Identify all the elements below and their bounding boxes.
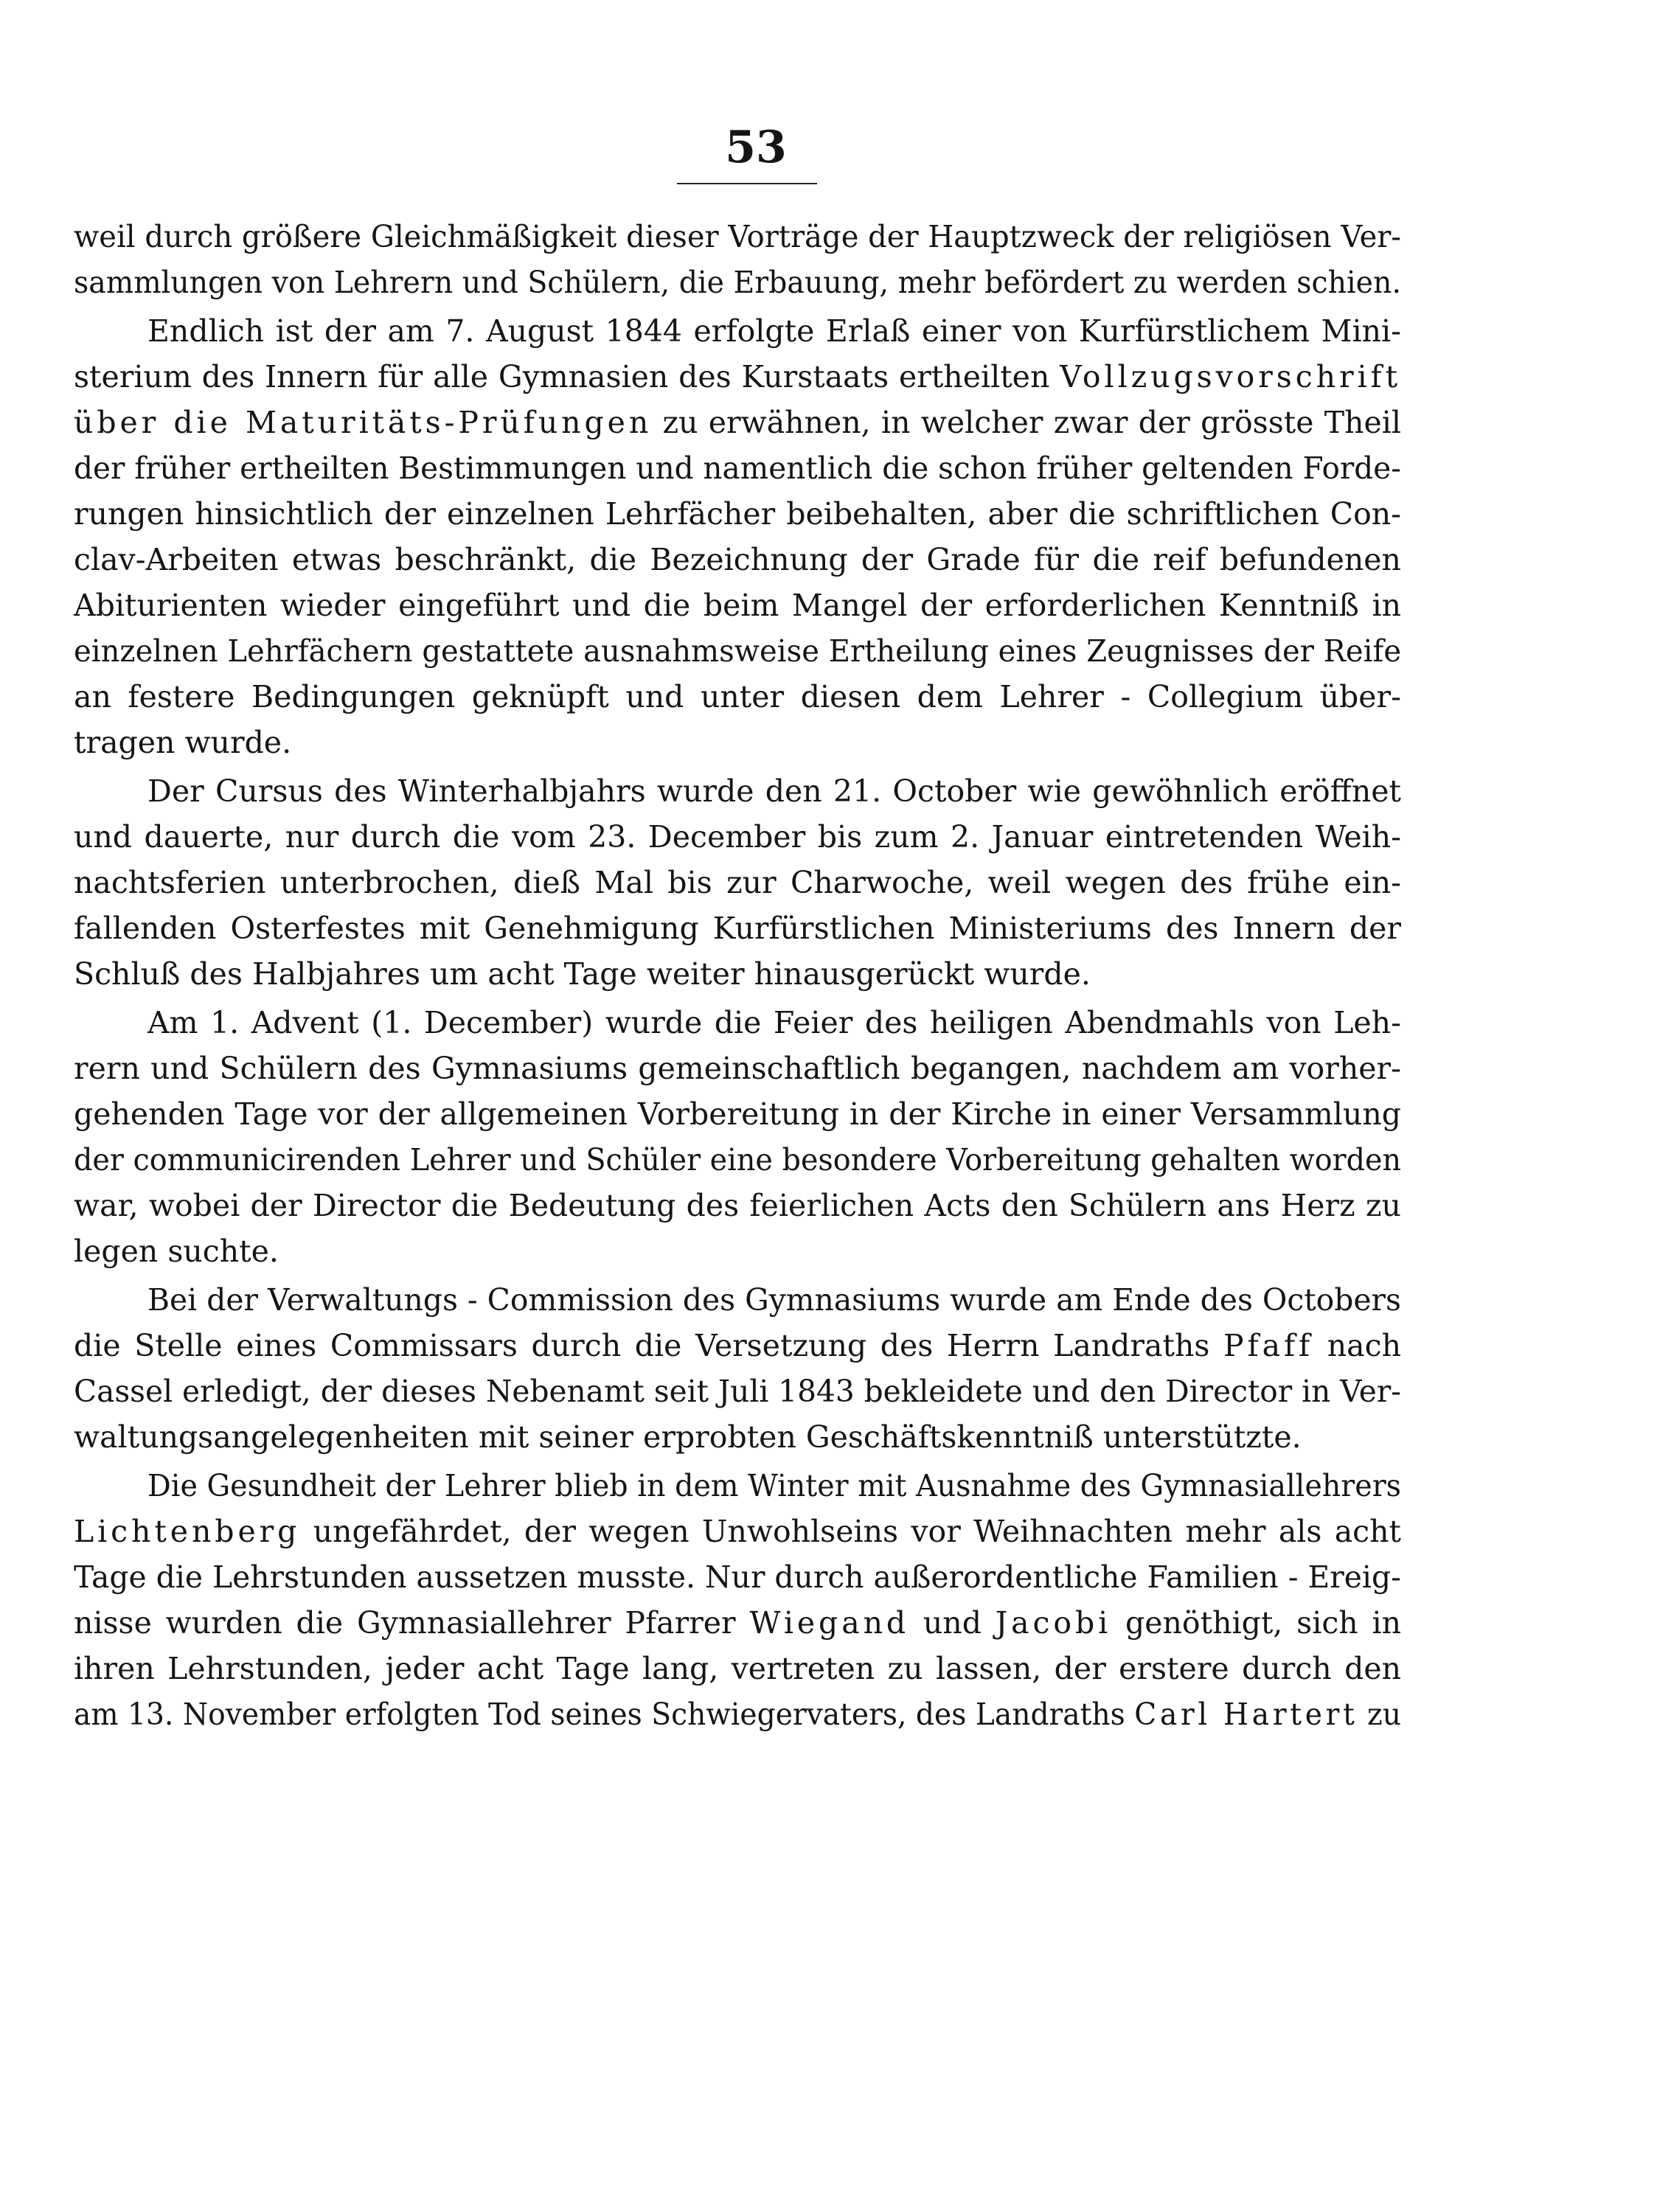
text-segment: rern und Schülern des Gymnasiums gemeinschaftlich begangen, nachdem am vorher- bbox=[74, 1051, 1401, 1086]
text-line-content bbox=[147, 1277, 1401, 1323]
text-segment: zu erwähnen, in welcher zwar der grösste Theil bbox=[652, 405, 1402, 440]
text-line bbox=[74, 445, 1401, 491]
page-number: 53 bbox=[725, 122, 787, 173]
text-line bbox=[74, 400, 1401, 445]
header-rule bbox=[677, 183, 817, 184]
text-segment: Schluß des Halbjahres um acht Tage weiter hinausgerückt wurde. bbox=[74, 956, 1091, 992]
text-line bbox=[74, 1046, 1401, 1091]
text-segment: nach bbox=[1313, 1328, 1401, 1363]
text-segment: Am 1. Advent (1. December) wurde die Feier des heiligen Abendmahls von Leh- bbox=[147, 1005, 1401, 1040]
text-line bbox=[74, 860, 1401, 905]
text-line bbox=[74, 951, 1401, 997]
text-line-content bbox=[74, 1183, 1401, 1228]
text-line-content bbox=[74, 354, 1401, 400]
text-segment: nisse wurden die Gymnasiallehrer Pfarrer bbox=[74, 1605, 750, 1641]
text-line-content bbox=[74, 1323, 1401, 1368]
text-segment: Bei der Verwaltungs - Commission des Gymnasiums wurde am Ende des Octobers bbox=[147, 1282, 1402, 1318]
text-line-content bbox=[74, 1137, 1401, 1183]
paragraph bbox=[74, 214, 1401, 305]
text-line-content bbox=[74, 1691, 1401, 1737]
text-segment: legen suchte. bbox=[74, 1234, 279, 1269]
text-segment: Cassel erledigt, der dieses Nebenamt seit Juli 1843 bekleidete und den Director in Ver- bbox=[74, 1374, 1402, 1409]
text-segment: einzelnen Lehrfächern gestattete ausnahmsweise Ertheilung eines Zeugnisses der Reife bbox=[74, 633, 1402, 669]
text-line-content bbox=[74, 445, 1401, 491]
text-line bbox=[74, 1091, 1401, 1137]
text-line-content bbox=[147, 1000, 1401, 1046]
text-line bbox=[74, 1000, 1401, 1046]
text-segment: ihren Lehrstunden, jeder acht Tage lang, vertreten zu lassen, der erstere durch den bbox=[74, 1651, 1402, 1686]
text-segment: nachtsferien unterbrochen, dieß Mal bis zur Charwoche, weil wegen des frühe ein- bbox=[74, 865, 1401, 900]
text-line-content bbox=[74, 582, 1401, 628]
text-line bbox=[74, 354, 1401, 400]
paragraph bbox=[74, 308, 1401, 765]
text-segment: weil durch größere Gleichmäßigkeit dieser Vorträge der Hauptzweck der religiösen Ver- bbox=[74, 219, 1401, 254]
text-segment: Der Cursus des Winterhalbjahrs wurde den 21. October wie gewöhnlich eröffnet bbox=[147, 773, 1402, 809]
text-segment: sammlungen von Lehrern und Schülern, die Erbauung, mehr befördert zu werden schien. bbox=[74, 265, 1402, 300]
text-segment: und dauerte, nur durch die vom 23. December bis zum 2. Januar eintretenden Weih- bbox=[74, 819, 1402, 855]
paragraph bbox=[74, 1277, 1401, 1460]
spaced-name: Jacobi bbox=[995, 1605, 1112, 1641]
text-line bbox=[74, 1600, 1401, 1646]
text-line bbox=[74, 905, 1401, 951]
text-segment: am 13. November erfolgten Tod seines Schwiegervaters, des Landraths bbox=[74, 1697, 1135, 1732]
text-line-content bbox=[74, 1600, 1401, 1646]
text-segment: ungefährdet, der wegen Unwohlseins vor Weihnachten mehr als acht bbox=[300, 1514, 1402, 1549]
text-line bbox=[74, 260, 1401, 305]
text-line-content bbox=[147, 768, 1401, 814]
text-line-content bbox=[74, 1509, 1401, 1554]
text-segment: an festere Bedingungen geknüpft und unter diesen dem Lehrer - Collegium über- bbox=[74, 679, 1402, 714]
text-line bbox=[74, 1183, 1401, 1228]
text-line-content bbox=[74, 1414, 1302, 1460]
text-line-content bbox=[74, 537, 1401, 582]
text-line bbox=[74, 308, 1401, 354]
spaced-name: Wiegand bbox=[749, 1605, 910, 1641]
text-line-content bbox=[74, 1646, 1401, 1691]
text-line-content bbox=[74, 400, 1401, 445]
text-line bbox=[74, 582, 1401, 628]
text-line-content bbox=[74, 628, 1401, 674]
text-line bbox=[74, 1277, 1401, 1323]
text-line bbox=[74, 1646, 1401, 1691]
spaced-name: Lichtenberg bbox=[74, 1514, 301, 1549]
text-line-content bbox=[74, 814, 1401, 860]
text-line-content bbox=[74, 720, 291, 765]
text-segment: sterium des Innern für alle Gymnasien des Kurstaats ertheilten bbox=[74, 359, 1060, 394]
text-line-content bbox=[147, 1463, 1401, 1509]
text-line bbox=[74, 720, 1401, 765]
body-text bbox=[74, 214, 1401, 1737]
text-line bbox=[74, 1463, 1401, 1509]
text-line bbox=[74, 1691, 1401, 1737]
spaced-name: Pfaff bbox=[1223, 1328, 1314, 1363]
text-segment: Endlich ist der am 7. August 1844 erfolgte Erlaß einer von Kurfürstlichem Mini- bbox=[147, 313, 1401, 349]
text-segment: die Stelle eines Commissars durch die Versetzung des Herrn Landraths bbox=[74, 1328, 1223, 1363]
text-line-content bbox=[74, 260, 1401, 305]
text-line bbox=[74, 1323, 1401, 1368]
text-line-content bbox=[74, 1554, 1401, 1600]
spaced-name: Vollzugsvorschrift bbox=[1060, 359, 1401, 394]
text-line-content bbox=[74, 860, 1401, 905]
text-segment: clav-Arbeiten etwas beschränkt, die Bezeichnung der Grade für die reif befundenen bbox=[74, 542, 1401, 577]
text-line-content bbox=[74, 1368, 1401, 1414]
text-line-content bbox=[74, 951, 1091, 997]
text-segment: rungen hinsichtlich der einzelnen Lehrfächer beibehalten, aber die schriftlichen Con- bbox=[74, 496, 1402, 532]
text-line bbox=[74, 1228, 1401, 1274]
text-line-content bbox=[74, 905, 1401, 951]
paragraph bbox=[74, 1000, 1401, 1274]
text-line-content bbox=[74, 674, 1401, 720]
text-line bbox=[74, 768, 1401, 814]
text-line bbox=[74, 1414, 1401, 1460]
text-segment: der communicirenden Lehrer und Schüler eine besondere Vorbereitung gehalten worden bbox=[74, 1142, 1402, 1178]
paragraph bbox=[74, 768, 1401, 997]
text-line bbox=[74, 491, 1401, 537]
text-line-content bbox=[74, 1091, 1401, 1137]
text-line-content bbox=[74, 491, 1401, 537]
text-line-content bbox=[74, 214, 1401, 260]
text-line bbox=[74, 628, 1401, 674]
text-segment: Tage die Lehrstunden aussetzen musste. Nur durch außerordentliche Familien - Ereig- bbox=[74, 1559, 1401, 1595]
text-segment: war, wobei der Director die Bedeutung des feierlichen Acts den Schülern ans Herz zu bbox=[74, 1188, 1401, 1223]
text-segment: tragen wurde. bbox=[74, 725, 292, 760]
text-line-content bbox=[74, 1046, 1401, 1091]
text-segment: Abiturienten wieder eingeführt und die beim Mangel der erforderlichen Kenntniß in bbox=[74, 588, 1401, 623]
text-line bbox=[74, 537, 1401, 582]
text-line-content bbox=[74, 1228, 279, 1274]
spaced-name: Carl Hartert bbox=[1134, 1697, 1358, 1732]
text-segment: zu bbox=[1358, 1697, 1401, 1732]
text-line bbox=[74, 1509, 1401, 1554]
text-line bbox=[74, 674, 1401, 720]
text-line bbox=[74, 1368, 1401, 1414]
text-segment: Die Gesundheit der Lehrer blieb in dem Winter mit Ausnahme des Gymnasiallehrers bbox=[147, 1468, 1401, 1503]
text-segment: der früher ertheilten Bestimmungen und namentlich die schon früher geltenden Forde- bbox=[74, 451, 1401, 486]
paragraph bbox=[74, 1463, 1401, 1737]
text-line bbox=[74, 814, 1401, 860]
text-segment: fallenden Osterfestes mit Genehmigung Kurfürstlichen Ministeriums des Innern der bbox=[74, 911, 1402, 946]
text-line-content bbox=[147, 308, 1401, 354]
text-segment: und bbox=[909, 1605, 996, 1641]
spaced-name: über die Maturitäts-Prüfungen bbox=[74, 405, 653, 440]
text-segment: gehenden Tage vor der allgemeinen Vorbereitung in der Kirche in einer Versammlung bbox=[74, 1096, 1401, 1132]
text-line bbox=[74, 1554, 1401, 1600]
text-line bbox=[74, 1137, 1401, 1183]
text-segment: waltungsangelegenheiten mit seiner erprobten Geschäftskenntniß unterstützte. bbox=[74, 1419, 1302, 1455]
text-line bbox=[74, 214, 1401, 260]
text-segment: genöthigt, sich in bbox=[1111, 1605, 1402, 1641]
